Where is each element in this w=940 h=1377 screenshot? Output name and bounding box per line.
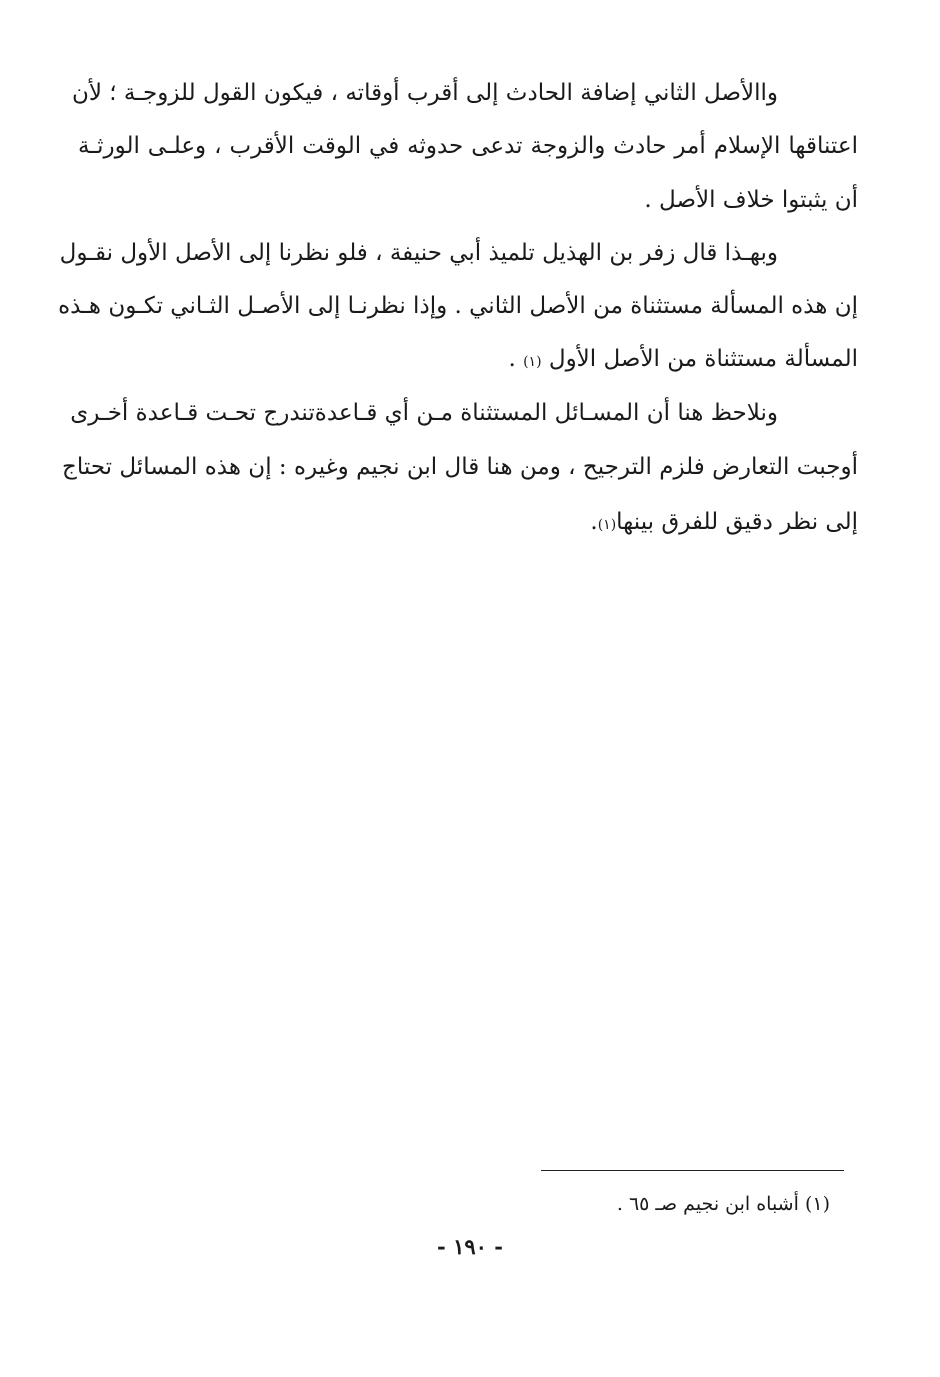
- paragraph-3-line-2: أوجبت التعارض فلزم الترجيح ، ومن هنا قال ابن نجيم وغيره : إن هذه المسائل تحتاج: [62, 454, 858, 480]
- paragraph-2-line-2: إن هذه المسألة مستثناة من الأصل الثاني . وإذا نظرنـا إلى الأصـل الثـاني تكـون هـذه: [58, 293, 858, 319]
- paragraph-2-line-3-text: المسألة مستثناة من الأصل الأول: [548, 346, 858, 372]
- footnote: [617, 1189, 830, 1219]
- paragraph-3-end: .: [590, 509, 598, 535]
- paragraph-1-line-2: اعتناقها الإسلام أمر حادث والزوجة تدعى حدوثه في الوقت الأقرب ، وعلـى الورثـة: [78, 133, 858, 159]
- footnote-marker: (١): [804, 1193, 830, 1215]
- paragraph-3-line-3: [78, 505, 858, 542]
- paragraph-2-end: .: [508, 346, 524, 372]
- footnote-text: أشباه ابن نجيم صـ ٦٥ .: [616, 1193, 799, 1215]
- paragraph-3-line-3-text: إلى نظر دقيق للفرق بينها: [616, 509, 858, 535]
- footnote-reference: (١): [597, 517, 617, 533]
- paragraph-3-line-1: ونلاحظ هنا أن المسـائل المستثناة مـن أي قـاعدةتندرج تحـت قـاعدة أخـرى: [70, 400, 778, 426]
- paragraph-2-line-1: وبهـذا قال زفر بن الهذيل تلميذ أبي حنيفة ، فلو نظرنا إلى الأصل الأول نقـول: [59, 240, 778, 266]
- footnote-reference: (١): [523, 354, 542, 370]
- footnote-separator: [541, 1170, 844, 1171]
- page-number: - ١٩٠ -: [437, 1234, 503, 1259]
- paragraph-1-line-1: واالأصل الثاني إضافة الحادث إلى أقرب أوقاته ، فيكون القول للزوجـة ؛ لأن: [71, 80, 778, 106]
- paragraph-2-line-3: [78, 342, 858, 379]
- paragraph-1-line-3: أن يثبتوا خلاف الأصل .: [644, 187, 858, 213]
